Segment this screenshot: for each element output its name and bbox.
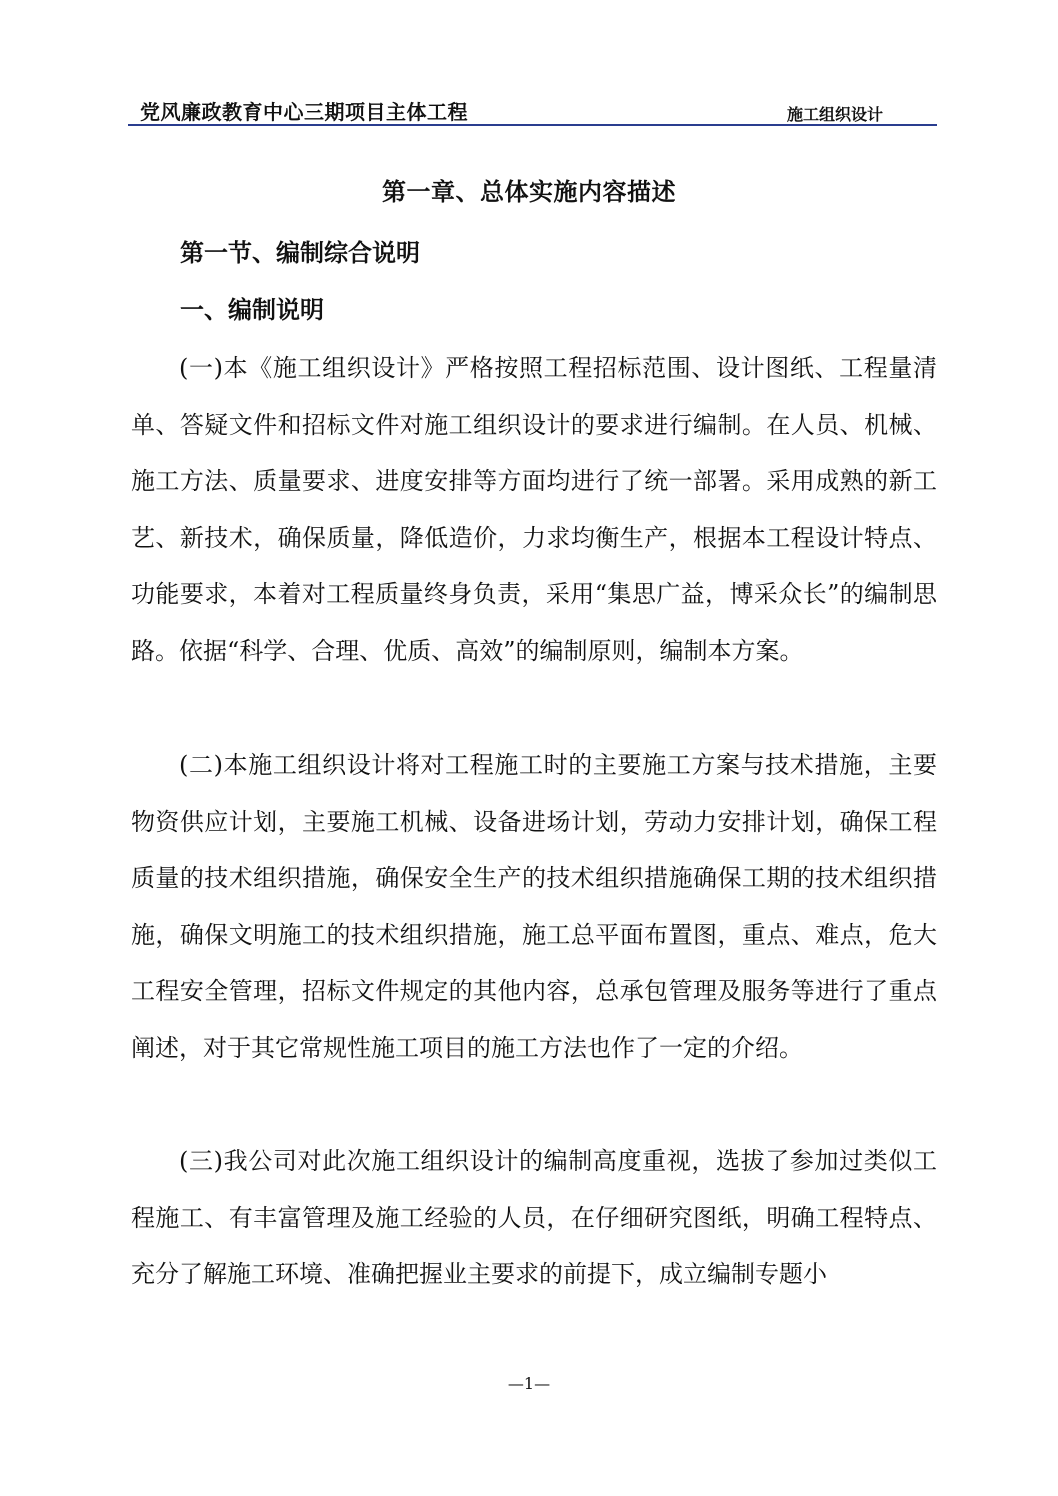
section-title: 第一节、编制综合说明 (180, 239, 420, 267)
header-divider (128, 124, 937, 126)
header-project-title: 党风廉政教育中心三期项目主体工程 (140, 100, 468, 124)
chapter-title: 第一章、总体实施内容描述 (382, 178, 676, 206)
subsection-title: 一、编制说明 (180, 296, 324, 324)
paragraph-3: (三)我公司对此次施工组织设计的编制高度重视，选拔了参加过类似工程施工、有丰富管理及施工经验的人员，在仔细研究图纸，明确工程特点、充分了解施工环境、准确把握业主要求的前提下，成立编制专题小 (131, 1147, 937, 1289)
paragraph-2: (二)本施工组织设计将对工程施工时的主要施工方案与技术措施，主要物资供应计划，主要施工机械、设备进场计划，劳动力安排计划，确保工程质量的技术组织措施，确保安全生产的技术组织措施确保工期的技术组织措施，确保文明施工的技术组织措施，施工总平面布置图，重点、难点，危大工程安全管理，招标文件规定的其他内容，总承包管理及服务等进行了重点阐述，对于其它常规性施工项目的施工方法也作了一定的介绍。 (131, 751, 937, 1062)
paragraph-1: (一)本《施工组织设计》严格按照工程招标范围、设计图纸、工程量清单、答疑文件和招标文件对施工组织设计的要求进行编制。在人员、机械、施工方法、质量要求、进度安排等方面均进行了统一部署。采用成熟的新工艺、新技术，确保质量，降低造价，力求均衡生产，根据本工程设计特点、功能要求，本着对工程质量终身负责，采用“集思广益，博采众长”的编制思路。依据“科学、合理、优质、高效”的编制原则，编制本方案。 (131, 354, 937, 665)
page-number: —1— (507, 1374, 551, 1393)
header-doc-type: 施工组织设计 (787, 105, 884, 124)
